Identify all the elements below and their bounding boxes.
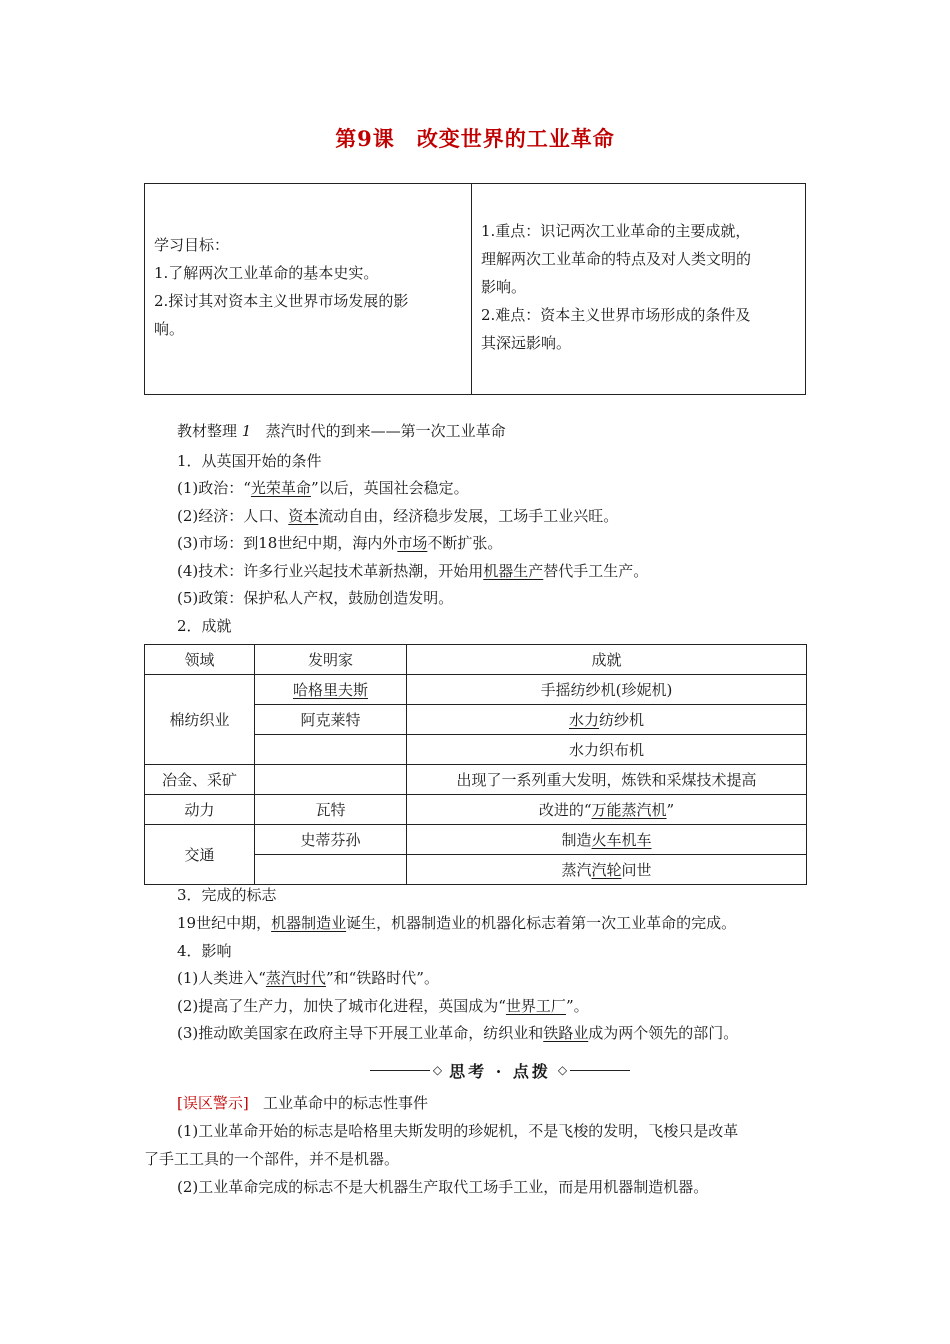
answer-blank: 机器生产 <box>483 562 544 580</box>
divider-line <box>370 1070 430 1071</box>
condition-line: (3)市场：到18世纪中期，海内外市场不断扩张。 <box>177 534 503 552</box>
learning-objectives-table <box>144 183 806 395</box>
section-heading: 教材整理 1 蒸汽时代的到来——第一次工业革命 <box>177 422 506 440</box>
inventor-cell: 瓦特 <box>255 795 407 825</box>
condition-line: (5)政策：保护私人产权，鼓励创造发明。 <box>177 589 454 607</box>
condition-line: (4)技术：许多行业兴起技术革新热潮，开始用机器生产替代手工生产。 <box>177 562 649 580</box>
objective-item: 1.了解两次工业革命的基本史实。 <box>154 264 379 282</box>
key-point-line: 影响。 <box>481 278 527 296</box>
achievements-heading: 2．成就 <box>177 617 232 635</box>
section-divider <box>365 1059 635 1081</box>
warning-heading: [误区警示] 工业革命中的标志性事件 <box>177 1094 429 1112</box>
diamond-icon: ◇ <box>557 1063 568 1077</box>
achievement-cell: 制造火车机车 <box>407 825 807 855</box>
answer-blank: 世界工厂 <box>505 997 566 1015</box>
warning-line: (1)工业革命开始的标志是哈格里夫斯发明的珍妮机，不是飞梭的发明，飞梭只是改革 <box>177 1122 739 1140</box>
divider-line <box>570 1070 630 1071</box>
objectives-right-cell <box>472 184 805 394</box>
warning-line: 了手工工具的一个部件，并不是机器。 <box>144 1150 400 1168</box>
completion-heading: 3．完成的标志 <box>177 886 277 904</box>
page-title: 第9课 改变世界的工业革命 <box>335 126 615 151</box>
diamond-icon: ◇ <box>432 1063 443 1077</box>
table-row <box>145 825 807 855</box>
table-row <box>145 765 807 795</box>
achievement-cell: 蒸汽汽轮问世 <box>407 855 807 885</box>
field-cell: 冶金、采矿 <box>145 765 255 795</box>
key-point-line: 其深远影响。 <box>481 334 572 352</box>
impact-line: (1)人类进入“蒸汽时代”和“铁路时代”。 <box>177 969 439 987</box>
achievements-table <box>144 644 807 885</box>
inventor-cell <box>255 855 407 885</box>
achievement-cell: 出现了一系列重大发明，炼铁和采煤技术提高 <box>407 765 807 795</box>
warning-line: (2)工业革命完成的标志不是大机器生产取代工场手工业，而是用机器制造机器。 <box>177 1178 709 1196</box>
table-row <box>145 675 807 705</box>
answer-blank: 蒸汽时代 <box>265 969 326 987</box>
divider-title: 思考 · 点拨 <box>449 1061 551 1081</box>
inventor-cell: 阿克莱特 <box>255 705 407 735</box>
inventor-cell: 哈格里夫斯 <box>255 675 407 705</box>
header-achievement: 成就 <box>407 645 807 675</box>
header-field: 领域 <box>145 645 255 675</box>
answer-blank: 机器制造业 <box>271 914 347 932</box>
achievement-cell: 水力纺纱机 <box>407 705 807 735</box>
achievement-cell: 水力织布机 <box>407 735 807 765</box>
impact-heading: 4．影响 <box>177 942 232 960</box>
inventor-cell: 史蒂芬孙 <box>255 825 407 855</box>
objective-item: 响。 <box>154 320 185 338</box>
table-header-row <box>145 645 807 675</box>
field-cell: 棉纺织业 <box>145 675 255 765</box>
impact-line: (3)推动欧美国家在政府主导下开展工业革命，纺织业和铁路业成为两个领先的部门。 <box>177 1024 739 1042</box>
warning-tag: [误区警示] <box>177 1094 249 1112</box>
objectives-left-cell <box>145 184 472 394</box>
header-inventor: 发明家 <box>255 645 407 675</box>
field-cell: 动力 <box>145 795 255 825</box>
table-row <box>145 795 807 825</box>
inventor-cell <box>255 765 407 795</box>
answer-blank: 铁路业 <box>543 1024 589 1042</box>
key-point-line: 1.重点：识记两次工业革命的主要成就， <box>481 222 751 240</box>
achievement-cell: 改进的“万能蒸汽机” <box>407 795 807 825</box>
answer-blank: 光荣革命 <box>250 479 311 497</box>
achievement-cell: 手摇纺纱机(珍妮机) <box>407 675 807 705</box>
conditions-heading: 1．从英国开始的条件 <box>177 452 322 470</box>
objective-item: 2.探讨其对资本主义世界市场发展的影 <box>154 292 409 310</box>
key-point-line: 理解两次工业革命的特点及对人类文明的 <box>481 250 752 268</box>
condition-line: (1)政治：“光荣革命”以后，英国社会稳定。 <box>177 479 469 497</box>
impact-line: (2)提高了生产力，加快了城市化进程，英国成为“世界工厂”。 <box>177 997 589 1015</box>
completion-line: 19世纪中期，机器制造业诞生，机器制造业的机器化标志着第一次工业革命的完成。 <box>177 914 737 932</box>
objectives-heading: 学习目标： <box>154 236 230 254</box>
condition-line: (2)经济：人口、资本流动自由，经济稳步发展，工场手工业兴旺。 <box>177 507 619 525</box>
answer-blank: 市场 <box>397 534 428 552</box>
field-cell: 交通 <box>145 825 255 885</box>
inventor-cell <box>255 735 407 765</box>
answer-blank: 资本 <box>288 507 319 525</box>
key-point-line: 2.难点：资本主义世界市场形成的条件及 <box>481 306 751 324</box>
